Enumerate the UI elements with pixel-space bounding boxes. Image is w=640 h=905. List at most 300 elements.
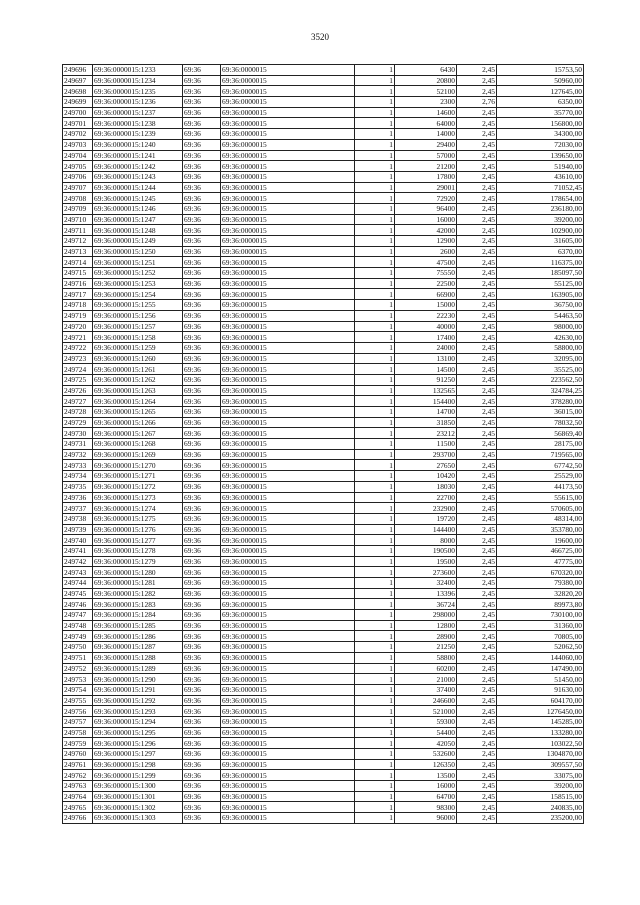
area-cell: 59300	[395, 716, 457, 727]
rate-cell: 2,45	[457, 492, 497, 503]
district-code-cell: 69:36	[183, 524, 221, 535]
district-code-cell: 69:36	[183, 193, 221, 204]
district-code-cell: 69:36	[183, 599, 221, 610]
district-code-cell: 69:36	[183, 268, 221, 279]
cadastral-number-cell: 69:36:0000015:1283	[93, 599, 183, 610]
cadastral-number-cell: 69:36:0000015:1287	[93, 642, 183, 653]
table-row	[63, 706, 584, 717]
value-cell: 98000,00	[497, 321, 584, 332]
table-row	[63, 460, 584, 471]
cadastral-quarter-cell: 69:36:0000015	[221, 802, 355, 813]
table-row	[63, 791, 584, 802]
value-cell: 1304870,00	[497, 749, 584, 760]
table-row	[63, 321, 584, 332]
area-cell: 144400	[395, 524, 457, 535]
table-row	[63, 118, 584, 129]
area-cell: 17800	[395, 171, 457, 182]
area-cell: 13100	[395, 353, 457, 364]
row-number-cell: 249750	[63, 642, 93, 653]
count-cell: 1	[355, 749, 395, 760]
table-row	[63, 503, 584, 514]
table-row	[63, 439, 584, 450]
count-cell: 1	[355, 364, 395, 375]
count-cell: 1	[355, 203, 395, 214]
count-cell: 1	[355, 759, 395, 770]
table-row	[63, 524, 584, 535]
area-cell: 8000	[395, 535, 457, 546]
table-row	[63, 471, 584, 482]
value-cell: 102900,00	[497, 225, 584, 236]
rate-cell: 2,45	[457, 385, 497, 396]
row-number-cell: 249706	[63, 171, 93, 182]
row-number-cell: 249717	[63, 289, 93, 300]
area-cell: 42000	[395, 225, 457, 236]
rate-cell: 2,45	[457, 556, 497, 567]
rate-cell: 2,45	[457, 535, 497, 546]
cadastral-quarter-cell: 69:36:0000015	[221, 417, 355, 428]
cadastral-number-cell: 69:36:0000015:1252	[93, 268, 183, 279]
table-row	[63, 695, 584, 706]
district-code-cell: 69:36	[183, 75, 221, 86]
rate-cell: 2,45	[457, 695, 497, 706]
cadastral-quarter-cell: 69:36:0000015	[221, 257, 355, 268]
row-number-cell: 249756	[63, 706, 93, 717]
table-row	[63, 513, 584, 524]
row-number-cell: 249765	[63, 802, 93, 813]
rate-cell: 2,45	[457, 86, 497, 97]
count-cell: 1	[355, 353, 395, 364]
district-code-cell: 69:36	[183, 460, 221, 471]
cadastral-quarter-cell: 69:36:0000015	[221, 524, 355, 535]
cadastral-quarter-cell: 69:36:0000015	[221, 289, 355, 300]
table-row	[63, 631, 584, 642]
value-cell: 730100,00	[497, 610, 584, 621]
district-code-cell: 69:36	[183, 706, 221, 717]
value-cell: 36750,00	[497, 300, 584, 311]
row-number-cell: 249746	[63, 599, 93, 610]
value-cell: 32820,20	[497, 588, 584, 599]
count-cell: 1	[355, 620, 395, 631]
area-cell: 37400	[395, 684, 457, 695]
rate-cell: 2,45	[457, 513, 497, 524]
district-code-cell: 69:36	[183, 417, 221, 428]
district-code-cell: 69:36	[183, 364, 221, 375]
value-cell: 71052,45	[497, 182, 584, 193]
row-number-cell: 249759	[63, 738, 93, 749]
rate-cell: 2,45	[457, 193, 497, 204]
count-cell: 1	[355, 374, 395, 385]
value-cell: 145285,00	[497, 716, 584, 727]
value-cell: 19600,00	[497, 535, 584, 546]
count-cell: 1	[355, 107, 395, 118]
district-code-cell: 69:36	[183, 610, 221, 621]
cadastral-number-cell: 69:36:0000015:1284	[93, 610, 183, 621]
cadastral-number-cell: 69:36:0000015:1275	[93, 513, 183, 524]
cadastral-number-cell: 69:36:0000015:1234	[93, 75, 183, 86]
count-cell: 1	[355, 503, 395, 514]
table-row	[63, 236, 584, 247]
area-cell: 42050	[395, 738, 457, 749]
cadastral-quarter-cell: 69:36:0000015	[221, 770, 355, 781]
cadastral-quarter-cell: 69:36:0000015	[221, 578, 355, 589]
row-number-cell: 249709	[63, 203, 93, 214]
rate-cell: 2,45	[457, 171, 497, 182]
rate-cell: 2,45	[457, 246, 497, 257]
row-number-cell: 249729	[63, 417, 93, 428]
rate-cell: 2,45	[457, 139, 497, 150]
row-number-cell: 249711	[63, 225, 93, 236]
cadastral-quarter-cell: 69:36:0000015	[221, 481, 355, 492]
count-cell: 1	[355, 385, 395, 396]
cadastral-number-cell: 69:36:0000015:1235	[93, 86, 183, 97]
rate-cell: 2,45	[457, 439, 497, 450]
count-cell: 1	[355, 171, 395, 182]
cadastral-quarter-cell: 69:36:0000015	[221, 150, 355, 161]
district-code-cell: 69:36	[183, 663, 221, 674]
count-cell: 1	[355, 513, 395, 524]
value-cell: 235200,00	[497, 813, 584, 824]
area-cell: 298000	[395, 610, 457, 621]
cadastral-quarter-cell: 69:36:0000015	[221, 171, 355, 182]
value-cell: 79380,00	[497, 578, 584, 589]
cadastral-quarter-cell: 69:36:0000015	[221, 791, 355, 802]
count-cell: 1	[355, 791, 395, 802]
row-number-cell: 249732	[63, 449, 93, 460]
value-cell: 36015,00	[497, 407, 584, 418]
cadastral-quarter-cell: 69:36:0000015	[221, 599, 355, 610]
cadastral-quarter-cell: 69:36:0000015	[221, 118, 355, 129]
value-cell: 51450,00	[497, 674, 584, 685]
value-cell: 31605,00	[497, 236, 584, 247]
row-number-cell: 249752	[63, 663, 93, 674]
row-number-cell: 249723	[63, 353, 93, 364]
district-code-cell: 69:36	[183, 65, 221, 76]
table-row	[63, 417, 584, 428]
rate-cell: 2,45	[457, 342, 497, 353]
row-number-cell: 249713	[63, 246, 93, 257]
district-code-cell: 69:36	[183, 86, 221, 97]
value-cell: 570605,00	[497, 503, 584, 514]
cadastral-quarter-cell: 69:36:0000015	[221, 503, 355, 514]
row-number-cell: 249745	[63, 588, 93, 599]
table-row	[63, 716, 584, 727]
area-cell: 66900	[395, 289, 457, 300]
cadastral-number-cell: 69:36:0000015:1247	[93, 214, 183, 225]
district-code-cell: 69:36	[183, 203, 221, 214]
rate-cell: 2,45	[457, 706, 497, 717]
rate-cell: 2,45	[457, 257, 497, 268]
row-number-cell: 249716	[63, 278, 93, 289]
cadastral-quarter-cell: 69:36:0000015	[221, 449, 355, 460]
cadastral-number-cell: 69:36:0000015:1263	[93, 385, 183, 396]
area-cell: 20800	[395, 75, 457, 86]
cadastral-quarter-cell: 69:36:0000015	[221, 535, 355, 546]
table-row	[63, 663, 584, 674]
value-cell: 28175,00	[497, 439, 584, 450]
rate-cell: 2,45	[457, 214, 497, 225]
count-cell: 1	[355, 310, 395, 321]
row-number-cell: 249744	[63, 578, 93, 589]
table-row	[63, 246, 584, 257]
cadastral-number-cell: 69:36:0000015:1302	[93, 802, 183, 813]
count-cell: 1	[355, 813, 395, 824]
district-code-cell: 69:36	[183, 385, 221, 396]
count-cell: 1	[355, 268, 395, 279]
count-cell: 1	[355, 684, 395, 695]
cadastral-number-cell: 69:36:0000015:1249	[93, 236, 183, 247]
count-cell: 1	[355, 642, 395, 653]
value-cell: 466725,00	[497, 545, 584, 556]
cadastral-quarter-cell: 69:36:0000015	[221, 214, 355, 225]
cadastral-quarter-cell: 69:36:0000015	[221, 86, 355, 97]
cadastral-quarter-cell: 69:36:0000015	[221, 428, 355, 439]
table-row	[63, 310, 584, 321]
cadastral-number-cell: 69:36:0000015:1290	[93, 674, 183, 685]
row-number-cell: 249704	[63, 150, 93, 161]
district-code-cell: 69:36	[183, 374, 221, 385]
rate-cell: 2,45	[457, 407, 497, 418]
district-code-cell: 69:36	[183, 471, 221, 482]
cadastral-quarter-cell: 69:36:0000015	[221, 439, 355, 450]
table-row	[63, 620, 584, 631]
district-code-cell: 69:36	[183, 652, 221, 663]
area-cell: 28900	[395, 631, 457, 642]
row-number-cell: 249721	[63, 332, 93, 343]
table-row	[63, 770, 584, 781]
count-cell: 1	[355, 65, 395, 76]
district-code-cell: 69:36	[183, 620, 221, 631]
row-number-cell: 249725	[63, 374, 93, 385]
cadastral-quarter-cell: 69:36:0000015	[221, 139, 355, 150]
district-code-cell: 69:36	[183, 214, 221, 225]
row-number-cell: 249742	[63, 556, 93, 567]
value-cell: 35525,00	[497, 364, 584, 375]
value-cell: 378280,00	[497, 396, 584, 407]
table-row	[63, 738, 584, 749]
table-row	[63, 674, 584, 685]
cadastral-quarter-cell: 69:36:0000015	[221, 374, 355, 385]
cadastral-quarter-cell: 69:36:0000015	[221, 513, 355, 524]
rate-cell: 2,45	[457, 642, 497, 653]
cadastral-number-cell: 69:36:0000015:1243	[93, 171, 183, 182]
rate-cell: 2,45	[457, 118, 497, 129]
area-cell: 96000	[395, 813, 457, 824]
cadastral-number-cell: 69:36:0000015:1274	[93, 503, 183, 514]
table-row	[63, 556, 584, 567]
row-number-cell: 249696	[63, 65, 93, 76]
cadastral-number-cell: 69:36:0000015:1266	[93, 417, 183, 428]
table-row	[63, 257, 584, 268]
district-code-cell: 69:36	[183, 332, 221, 343]
area-cell: 91250	[395, 374, 457, 385]
row-number-cell: 249702	[63, 129, 93, 140]
count-cell: 1	[355, 471, 395, 482]
rate-cell: 2,45	[457, 353, 497, 364]
count-cell: 1	[355, 578, 395, 589]
cadastral-quarter-cell: 69:36:0000015	[221, 716, 355, 727]
value-cell: 156800,00	[497, 118, 584, 129]
table-row	[63, 802, 584, 813]
area-cell: 22230	[395, 310, 457, 321]
count-cell: 1	[355, 460, 395, 471]
row-number-cell: 249712	[63, 236, 93, 247]
value-cell: 55615,00	[497, 492, 584, 503]
rate-cell: 2,45	[457, 449, 497, 460]
table-row	[63, 481, 584, 492]
table-row	[63, 225, 584, 236]
table-row	[63, 642, 584, 653]
rate-cell: 2,45	[457, 75, 497, 86]
value-cell: 223562,50	[497, 374, 584, 385]
cadastral-number-cell: 69:36:0000015:1241	[93, 150, 183, 161]
value-cell: 70805,00	[497, 631, 584, 642]
value-cell: 236180,00	[497, 203, 584, 214]
row-number-cell: 249737	[63, 503, 93, 514]
cadastral-quarter-cell: 69:36:0000015	[221, 75, 355, 86]
value-cell: 116375,00	[497, 257, 584, 268]
count-cell: 1	[355, 652, 395, 663]
cadastral-number-cell: 69:36:0000015:1246	[93, 203, 183, 214]
rate-cell: 2,45	[457, 236, 497, 247]
rate-cell: 2,45	[457, 300, 497, 311]
cadastral-number-cell: 69:36:0000015:1239	[93, 129, 183, 140]
rate-cell: 2,45	[457, 289, 497, 300]
district-code-cell: 69:36	[183, 278, 221, 289]
area-cell: 10420	[395, 471, 457, 482]
rate-cell: 2,45	[457, 428, 497, 439]
area-cell: 27650	[395, 460, 457, 471]
area-cell: 246600	[395, 695, 457, 706]
table-row	[63, 107, 584, 118]
rate-cell: 2,45	[457, 545, 497, 556]
row-number-cell: 249698	[63, 86, 93, 97]
area-cell: 29001	[395, 182, 457, 193]
value-cell: 670320,00	[497, 567, 584, 578]
cadastral-quarter-cell: 69:36:0000015	[221, 407, 355, 418]
rate-cell: 2,45	[457, 620, 497, 631]
cadastral-number-cell: 69:36:0000015:1250	[93, 246, 183, 257]
count-cell: 1	[355, 150, 395, 161]
area-cell: 21200	[395, 161, 457, 172]
row-number-cell: 249715	[63, 268, 93, 279]
registry-table	[62, 64, 584, 824]
district-code-cell: 69:36	[183, 118, 221, 129]
area-cell: 40000	[395, 321, 457, 332]
table-row	[63, 342, 584, 353]
value-cell: 6350,00	[497, 97, 584, 108]
table-row	[63, 727, 584, 738]
row-number-cell: 249726	[63, 385, 93, 396]
value-cell: 50960,00	[497, 75, 584, 86]
district-code-cell: 69:36	[183, 428, 221, 439]
cadastral-quarter-cell: 69:36:0000015	[221, 642, 355, 653]
row-number-cell: 249740	[63, 535, 93, 546]
cadastral-number-cell: 69:36:0000015:1261	[93, 364, 183, 375]
area-cell: 98300	[395, 802, 457, 813]
district-code-cell: 69:36	[183, 171, 221, 182]
value-cell: 54463,50	[497, 310, 584, 321]
table-row	[63, 86, 584, 97]
count-cell: 1	[355, 257, 395, 268]
count-cell: 1	[355, 236, 395, 247]
cadastral-quarter-cell: 69:36:0000015	[221, 706, 355, 717]
cadastral-number-cell: 69:36:0000015:1262	[93, 374, 183, 385]
row-number-cell: 249743	[63, 567, 93, 578]
rate-cell: 2,45	[457, 770, 497, 781]
area-cell: 13500	[395, 770, 457, 781]
count-cell: 1	[355, 118, 395, 129]
cadastral-number-cell: 69:36:0000015:1248	[93, 225, 183, 236]
area-cell: 23212	[395, 428, 457, 439]
table-row	[63, 749, 584, 760]
district-code-cell: 69:36	[183, 139, 221, 150]
cadastral-quarter-cell: 69:36:0000015	[221, 588, 355, 599]
table-row	[63, 545, 584, 556]
cadastral-quarter-cell: 69:36:0000015	[221, 396, 355, 407]
count-cell: 1	[355, 738, 395, 749]
value-cell: 144060,00	[497, 652, 584, 663]
cadastral-quarter-cell: 69:36:0000015	[221, 268, 355, 279]
registry-body	[63, 65, 584, 824]
count-cell: 1	[355, 161, 395, 172]
table-row	[63, 449, 584, 460]
area-cell: 12800	[395, 620, 457, 631]
count-cell: 1	[355, 545, 395, 556]
row-number-cell: 249755	[63, 695, 93, 706]
table-row	[63, 150, 584, 161]
rate-cell: 2,45	[457, 364, 497, 375]
value-cell: 32095,00	[497, 353, 584, 364]
row-number-cell: 249699	[63, 97, 93, 108]
row-number-cell: 249714	[63, 257, 93, 268]
cadastral-number-cell: 69:36:0000015:1286	[93, 631, 183, 642]
count-cell: 1	[355, 246, 395, 257]
area-cell: 29400	[395, 139, 457, 150]
cadastral-quarter-cell: 69:36:0000015	[221, 567, 355, 578]
row-number-cell: 249703	[63, 139, 93, 150]
row-number-cell: 249719	[63, 310, 93, 321]
district-code-cell: 69:36	[183, 321, 221, 332]
value-cell: 324784,25	[497, 385, 584, 396]
cadastral-quarter-cell: 69:36:0000015	[221, 674, 355, 685]
cadastral-quarter-cell: 69:36:0000015	[221, 749, 355, 760]
row-number-cell: 249766	[63, 813, 93, 824]
table-row	[63, 332, 584, 343]
district-code-cell: 69:36	[183, 449, 221, 460]
count-cell: 1	[355, 588, 395, 599]
district-code-cell: 69:36	[183, 727, 221, 738]
value-cell: 48314,00	[497, 513, 584, 524]
cadastral-number-cell: 69:36:0000015:1273	[93, 492, 183, 503]
value-cell: 309557,50	[497, 759, 584, 770]
value-cell: 158515,00	[497, 791, 584, 802]
cadastral-number-cell: 69:36:0000015:1296	[93, 738, 183, 749]
district-code-cell: 69:36	[183, 556, 221, 567]
district-code-cell: 69:36	[183, 236, 221, 247]
count-cell: 1	[355, 481, 395, 492]
count-cell: 1	[355, 727, 395, 738]
rate-cell: 2,45	[457, 631, 497, 642]
row-number-cell: 249754	[63, 684, 93, 695]
district-code-cell: 69:36	[183, 492, 221, 503]
count-cell: 1	[355, 139, 395, 150]
row-number-cell: 249730	[63, 428, 93, 439]
count-cell: 1	[355, 631, 395, 642]
district-code-cell: 69:36	[183, 97, 221, 108]
cadastral-number-cell: 69:36:0000015:1269	[93, 449, 183, 460]
cadastral-number-cell: 69:36:0000015:1300	[93, 781, 183, 792]
row-number-cell: 249747	[63, 610, 93, 621]
